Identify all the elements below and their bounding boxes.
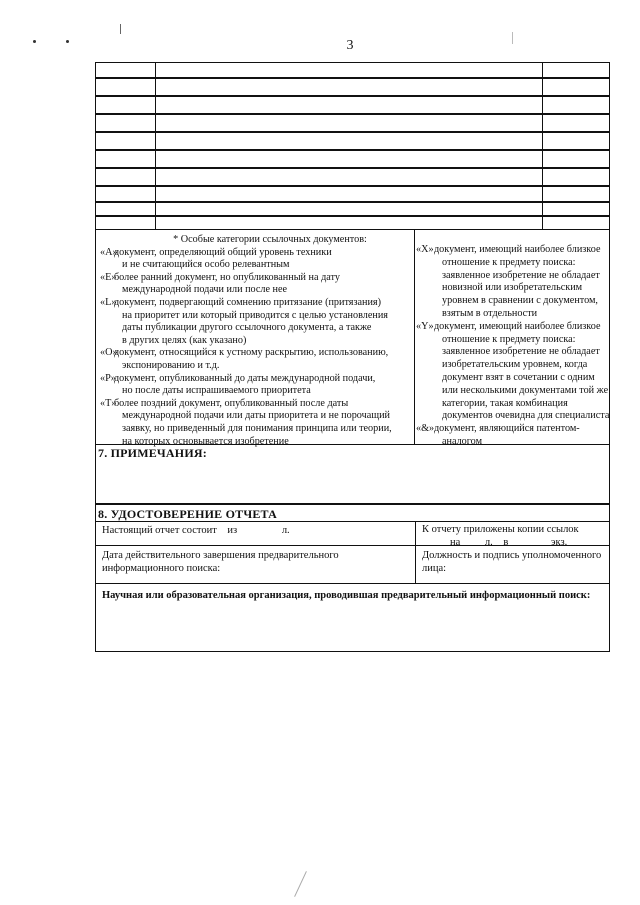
search-organization-label: Научная или образовательная организация, проводившая предварительный информационный поиск: xyxy=(102,590,591,601)
certification-column-divider xyxy=(415,521,416,583)
copies-on: на xyxy=(450,537,461,548)
category-code: «O» xyxy=(100,347,118,359)
category-description-line: заявку, но приведенный для понимания принципа или теории, xyxy=(122,422,392,434)
copies-in: в xyxy=(503,537,509,548)
section-divider xyxy=(96,583,609,584)
report-consists-label: Настоящий отчет состоит xyxy=(102,525,217,536)
category-description-line: документ, подвергающий сомнению притязание (притязания) xyxy=(114,296,381,308)
position-signature-label: Должность и подпись уполномоченного xyxy=(422,550,602,561)
category-code: «Y» xyxy=(416,320,434,332)
category-code: «A» xyxy=(100,246,118,258)
category-description-line: на которых основывается изобретение xyxy=(122,435,289,447)
category-description-line: документ, определяющий общий уровень техники xyxy=(114,246,332,258)
category-code: «L» xyxy=(100,296,117,308)
category-description-line: более поздний документ, опубликованный после даты xyxy=(114,397,349,409)
category-description-line: заявленное изобретение не обладает xyxy=(442,269,600,281)
attached-copies-details xyxy=(422,536,579,549)
category-description-line: новизной или изобретательским xyxy=(442,282,583,294)
section-divider xyxy=(96,521,609,522)
scan-mark xyxy=(120,24,121,34)
category-description-line: документ, относящийся к устному раскрытию, использованию, xyxy=(114,347,389,359)
category-description-line: более ранний документ, но опубликованный на дату xyxy=(114,271,340,283)
scan-speck xyxy=(66,40,69,43)
position-signature-label-cont: лица: xyxy=(422,563,447,574)
category-entry xyxy=(416,244,611,321)
completion-date-label-cont: информационного поиска: xyxy=(102,563,221,574)
category-description-line: взятым в отдельности xyxy=(442,307,538,319)
category-entry xyxy=(100,398,420,448)
cited-document-categories xyxy=(95,229,610,445)
category-entry xyxy=(100,297,420,347)
category-description-line: в других целях (как указано) xyxy=(122,334,247,346)
category-description-line: документ, имеющий наиболее близкое xyxy=(434,320,601,332)
category-description-line: на приоритет или который приводится с целью установления xyxy=(122,309,388,321)
table-row-divider xyxy=(96,77,609,79)
scan-speck xyxy=(33,40,36,43)
category-description-line: документ, являющийся патентом- xyxy=(434,423,580,435)
table-column-divider xyxy=(542,63,543,229)
table-row-divider xyxy=(96,215,609,217)
attached-copies xyxy=(422,523,579,549)
notes-title: 7. ПРИМЕЧАНИЯ: xyxy=(98,446,207,460)
category-description-line: международной подачи или после нее xyxy=(122,284,288,296)
category-description-line: даты публикации другого ссылочного документа, а также xyxy=(122,322,372,334)
category-description-line: но после даты испрашиваемого приоритета xyxy=(122,385,311,397)
categories-right-column xyxy=(416,244,611,449)
category-description-line: документов очевидна для специалиста xyxy=(442,410,610,422)
report-certification-section xyxy=(95,504,610,652)
category-description-line: уровнем в сравнении с документом, xyxy=(442,295,598,307)
copies-sheets-unit: л. xyxy=(484,537,493,548)
certification-title: 8. УДОСТОВЕРЕНИЕ ОТЧЕТА xyxy=(98,507,278,521)
category-description-line: отношение к предмету поиска: xyxy=(442,256,576,268)
report-sheets-unit: л. xyxy=(281,525,290,536)
category-entry xyxy=(100,272,420,297)
scan-mark xyxy=(294,871,307,897)
category-description-line: и не считающийся особо релевантным xyxy=(122,259,290,271)
table-column-divider xyxy=(155,63,156,229)
category-entry xyxy=(100,373,420,398)
category-description-line: заявленное изобретение не обладает xyxy=(442,346,600,358)
cited-documents-table xyxy=(95,62,610,230)
table-row-divider xyxy=(96,149,609,151)
page-number: 3 xyxy=(346,38,354,53)
category-description-line: документ, имеющий наиболее близкое xyxy=(434,244,601,255)
category-entry xyxy=(100,347,420,372)
authorized-person xyxy=(422,549,601,575)
table-row-divider xyxy=(96,113,609,115)
search-completion-date xyxy=(102,549,339,575)
category-description-line: отношение к предмету поиска: xyxy=(442,333,576,345)
completion-date-label: Дата действительного завершения предварительного xyxy=(102,550,339,561)
table-row-divider xyxy=(96,185,609,187)
category-description-line: или несколькими документами той же xyxy=(442,384,609,396)
category-code: «X» xyxy=(416,244,434,255)
table-row-divider xyxy=(96,201,609,203)
categories-left-column xyxy=(100,234,420,448)
category-code: «&» xyxy=(416,423,435,435)
category-description-line: аналогом xyxy=(442,435,483,447)
table-row-divider xyxy=(96,95,609,97)
categories-title: * Особые категории ссылочных документов: xyxy=(173,234,367,245)
category-code: «P» xyxy=(100,372,116,384)
category-description-line: изобретательским уровнем, когда xyxy=(442,359,588,371)
category-code: «T» xyxy=(100,397,117,409)
table-row-divider xyxy=(96,167,609,169)
category-description-line: документ, опубликованный до даты международной подачи, xyxy=(114,372,376,384)
table-row-divider xyxy=(96,131,609,133)
category-description-line: документ взят в сочетании с одним xyxy=(442,371,595,383)
scan-mark xyxy=(512,32,513,44)
report-sheet-count xyxy=(102,524,290,537)
category-entry xyxy=(100,247,420,272)
report-consists-of: из xyxy=(227,525,238,536)
category-description-line: категории, такая комбинация xyxy=(442,397,568,409)
attached-copies-label: К отчету приложены копии ссылок xyxy=(422,524,579,535)
category-entry xyxy=(416,321,611,423)
notes-section xyxy=(95,444,610,504)
category-description-line: международной подачи или даты приоритета и не порочащий xyxy=(122,410,391,422)
category-code: «E» xyxy=(100,271,117,283)
copies-unit: экз. xyxy=(551,537,568,548)
category-description-line: экспонированию и т.д. xyxy=(122,359,220,371)
